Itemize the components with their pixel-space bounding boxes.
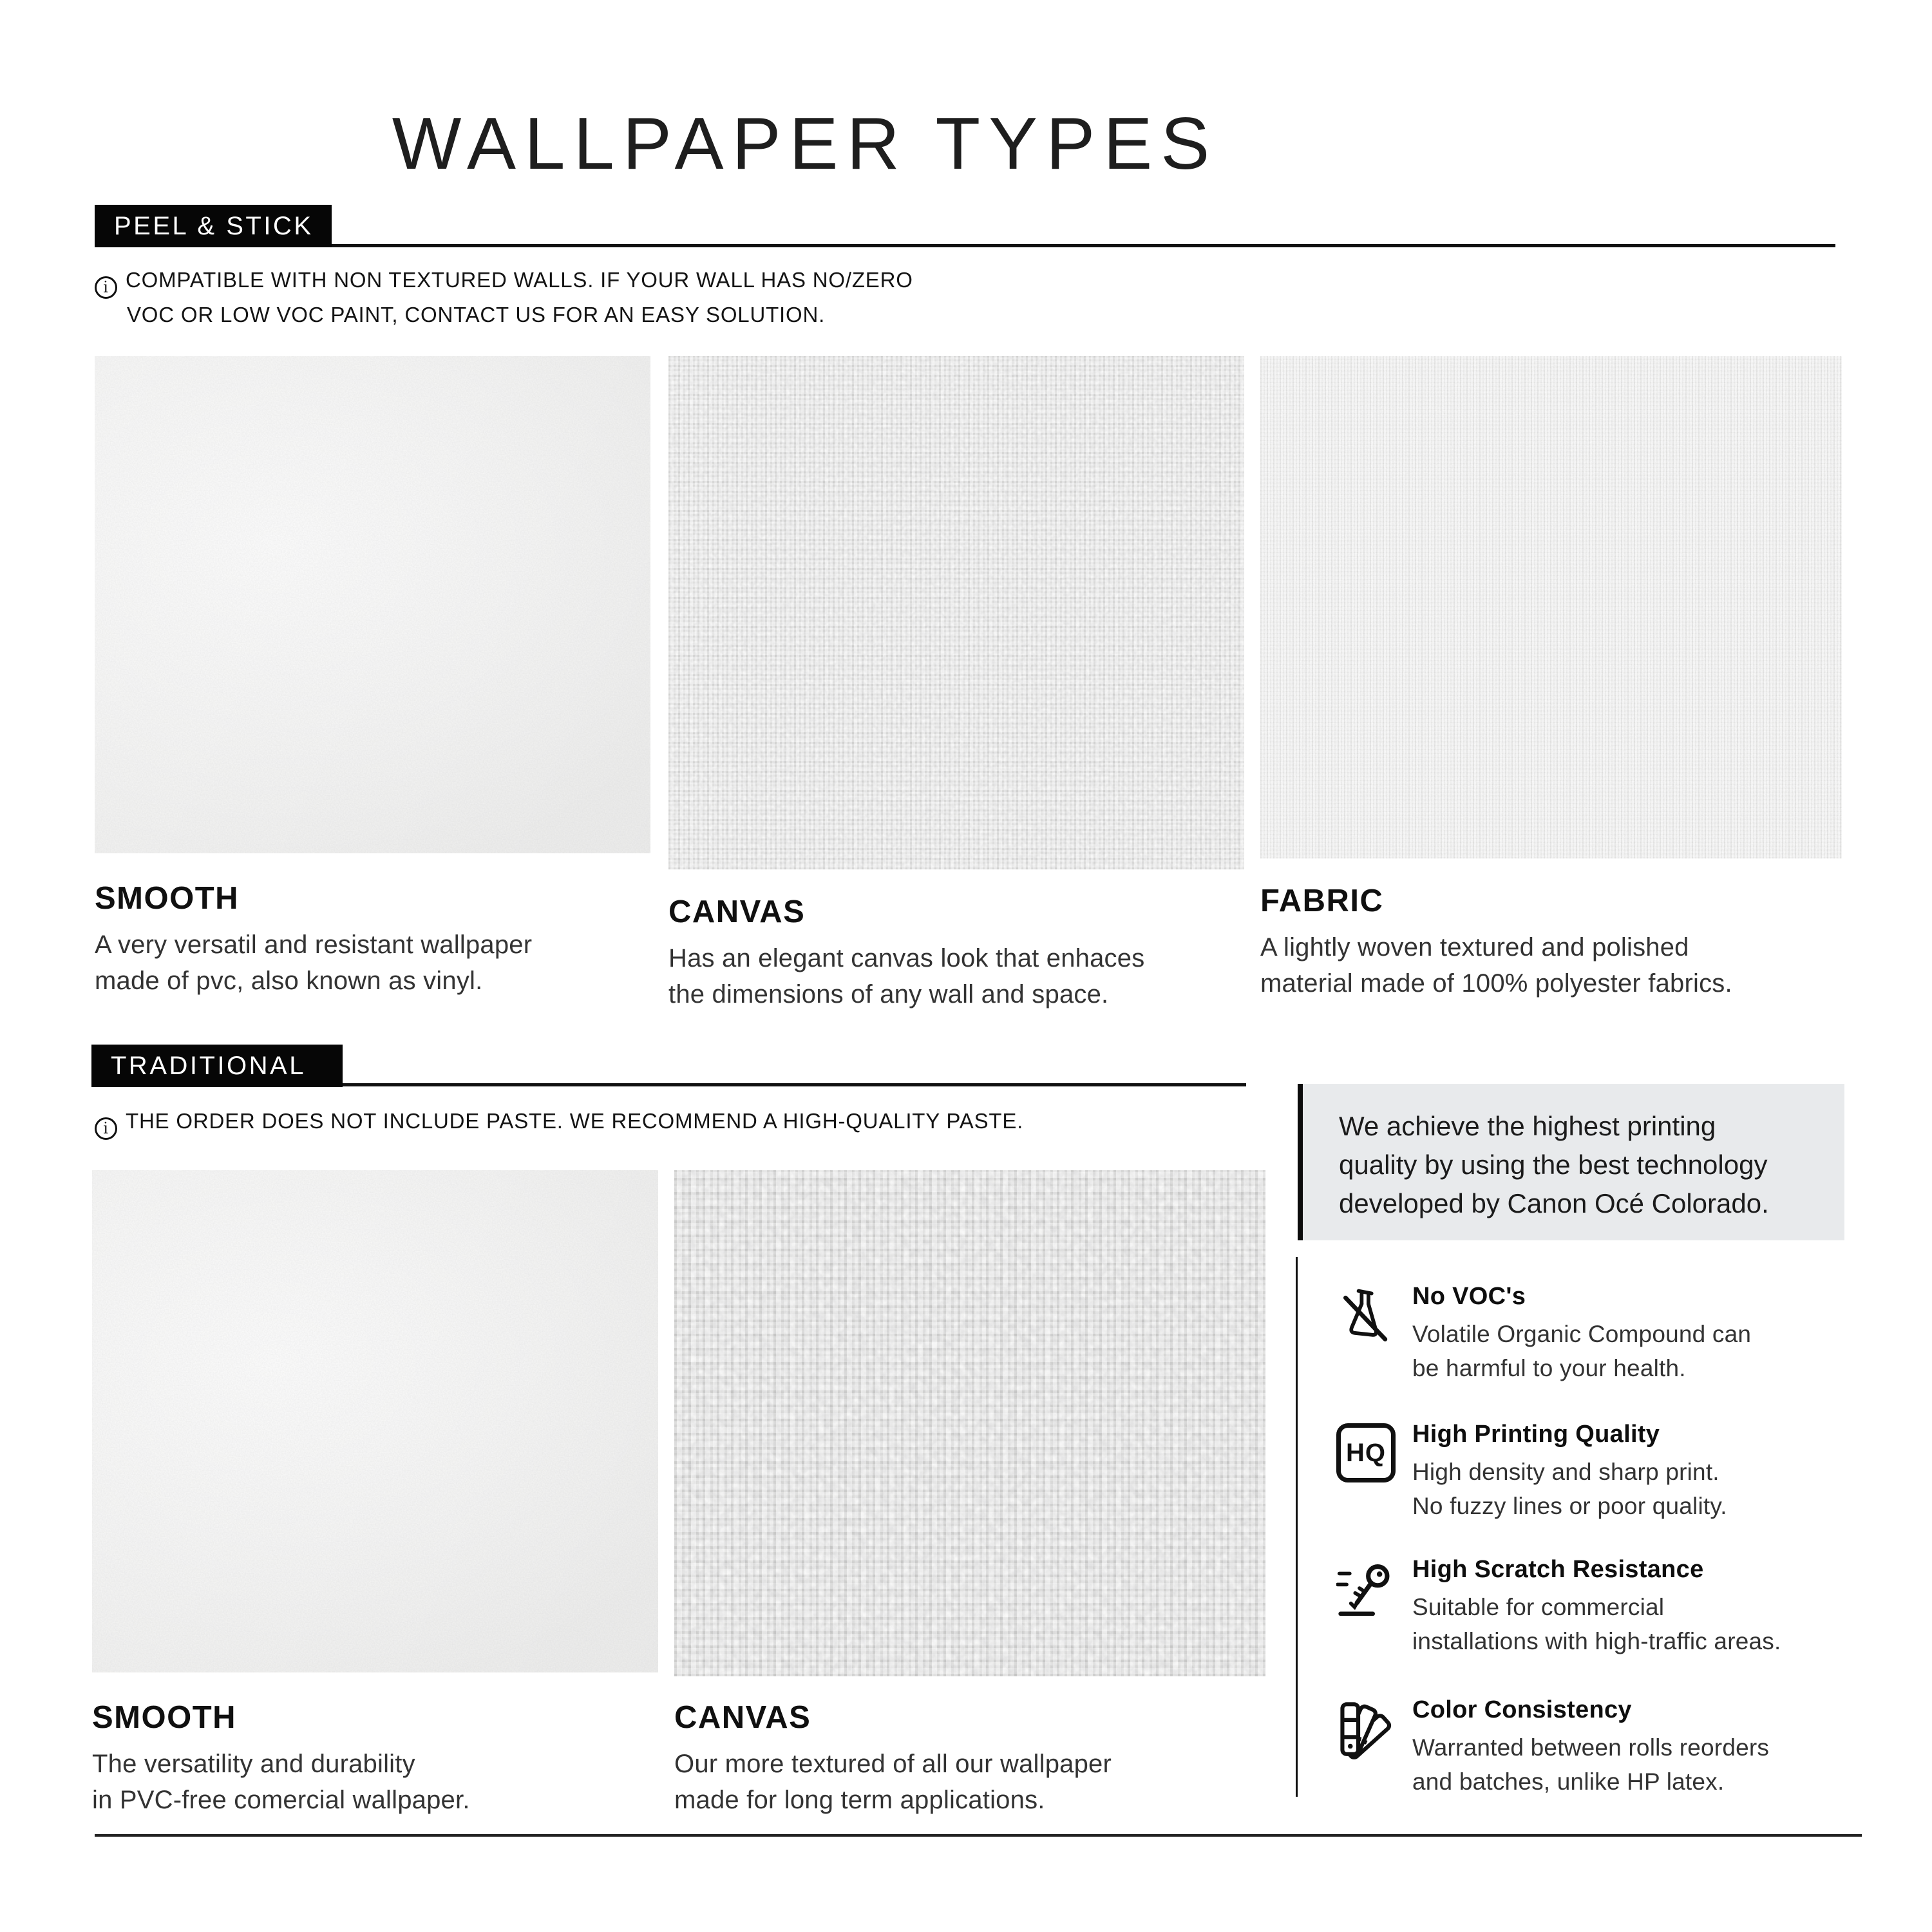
smooth-texture-noise [92, 1170, 658, 1672]
swatch-title: CANVAS [674, 1700, 811, 1735]
section-badge-peel-and-stick: PEEL & STICK [95, 205, 332, 247]
smooth-texture-swatch [95, 356, 650, 853]
feature-text [1412, 1421, 1727, 1523]
swatch-description [674, 1746, 1265, 1818]
swatch-desc-line1: A lightly woven textured and polished [1260, 933, 1689, 961]
feature-no-voc [1336, 1283, 1916, 1385]
hq-badge-icon [1336, 1421, 1412, 1523]
feature-text [1412, 1283, 1751, 1385]
swatch-desc-line2: the dimensions of any wall and space. [668, 980, 1109, 1009]
swatch-desc-line2: made for long term applications. [674, 1786, 1045, 1814]
feature-description [1412, 1317, 1751, 1385]
swatch-desc-line1: Our more textured of all our wallpaper [674, 1750, 1112, 1778]
swatch-desc-line2: in PVC-free comercial wallpaper. [92, 1786, 470, 1814]
feature-desc-line2: No fuzzy lines or poor quality. [1412, 1493, 1727, 1519]
page-title: WALLPAPER TYPES [392, 103, 1218, 185]
info-icon: i [95, 1117, 117, 1140]
feature-text [1412, 1556, 1781, 1658]
feature-desc-line1: Volatile Organic Compound can [1412, 1321, 1752, 1347]
feature-title: No VOC's [1412, 1283, 1526, 1310]
swatch-description [92, 1746, 658, 1818]
canvas-texture-swatch [674, 1170, 1265, 1676]
feature-high-printing-quality [1336, 1421, 1916, 1523]
swatch-title: CANVAS [668, 895, 806, 929]
canvas-texture-noise [668, 356, 1244, 869]
traditional-smooth-column [92, 1170, 658, 1818]
callout-line3: developed by Canon Océ Colorado. [1339, 1188, 1769, 1218]
callout-line1: We achieve the highest printing [1339, 1111, 1716, 1141]
traditional-canvas-column [674, 1170, 1265, 1818]
callout-line2: quality by using the best technology [1339, 1150, 1768, 1180]
traditional-note-line: THE ORDER DOES NOT INCLUDE PASTE. WE RECOMMEND A HIGH-QUALITY PASTE. [126, 1109, 1024, 1133]
footer-rule [95, 1834, 1862, 1837]
color-swatch-fan-icon [1336, 1696, 1412, 1799]
feature-description [1412, 1730, 1769, 1799]
feature-desc-line1: Warranted between rolls reorders [1412, 1734, 1770, 1761]
peel-stick-note-line1: COMPATIBLE WITH NON TEXTURED WALLS. IF YOUR WALL HAS NO/ZERO [126, 268, 913, 292]
traditional-note [95, 1105, 1023, 1140]
canvas-texture-swatch [668, 356, 1244, 869]
swatch-description [95, 927, 650, 999]
swatch-desc-line1: Has an elegant canvas look that enhaces [668, 944, 1145, 972]
swatch-description [668, 940, 1244, 1012]
smooth-texture-swatch [92, 1170, 658, 1672]
fabric-texture-noise [1260, 356, 1842, 858]
canvas-texture-noise [674, 1170, 1265, 1676]
info-icon: i [95, 276, 117, 299]
features-divider-line [1296, 1257, 1298, 1797]
feature-description [1412, 1590, 1781, 1658]
section-badge-traditional: TRADITIONAL [91, 1045, 343, 1087]
key-scratch-icon [1336, 1556, 1412, 1658]
smooth-texture-noise [95, 356, 650, 853]
swatch-desc-line2: material made of 100% polyester fabrics. [1260, 969, 1732, 998]
peel-stick-note [95, 264, 913, 330]
feature-title: High Printing Quality [1412, 1421, 1660, 1448]
feature-desc-line2: be harmful to your health. [1412, 1355, 1686, 1381]
hq-badge-text: HQ [1336, 1423, 1396, 1482]
peel-stick-section-rule [95, 244, 1835, 247]
peel-stick-note-line2: VOC OR LOW VOC PAINT, CONTACT US FOR AN EASY SOLUTION. [127, 302, 826, 327]
peel-canvas-column [668, 356, 1244, 1012]
feature-title: Color Consistency [1412, 1696, 1632, 1723]
no-voc-flask-icon [1336, 1283, 1412, 1385]
feature-title: High Scratch Resistance [1412, 1556, 1704, 1583]
swatch-desc-line2: made of pvc, also known as vinyl. [95, 967, 483, 995]
peel-smooth-column [95, 356, 650, 999]
swatch-title: SMOOTH [92, 1700, 237, 1735]
fabric-texture-swatch [1260, 356, 1842, 858]
swatch-title: FABRIC [1260, 884, 1384, 918]
swatch-desc-line1: A very versatil and resistant wallpaper [95, 931, 533, 959]
feature-text [1412, 1696, 1769, 1799]
feature-description [1412, 1455, 1727, 1523]
swatch-title: SMOOTH [95, 881, 240, 916]
printing-quality-callout [1298, 1084, 1844, 1240]
feature-high-scratch-resistance [1336, 1556, 1916, 1658]
feature-desc-line2: installations with high-traffic areas. [1412, 1628, 1781, 1654]
swatch-desc-line1: The versatility and durability [92, 1750, 415, 1778]
feature-desc-line1: Suitable for commercial [1412, 1594, 1665, 1620]
swatch-description [1260, 929, 1842, 1001]
feature-desc-line2: and batches, unlike HP latex. [1412, 1768, 1725, 1795]
feature-desc-line1: High density and sharp print. [1412, 1459, 1719, 1485]
peel-fabric-column [1260, 356, 1842, 1001]
feature-color-consistency [1336, 1696, 1916, 1799]
